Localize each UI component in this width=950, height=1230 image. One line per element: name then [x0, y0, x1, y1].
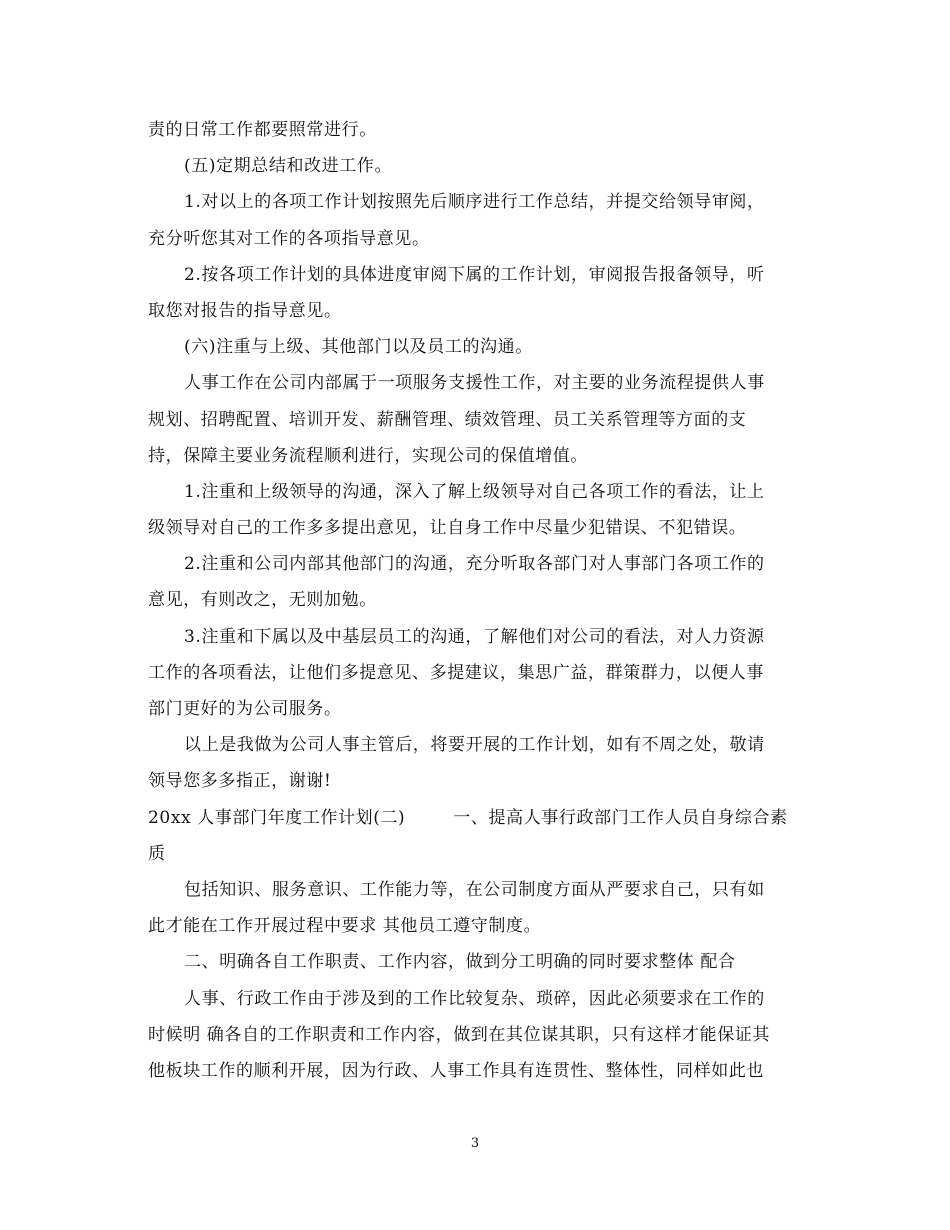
text-line: 二、明确各自工作职责、工作内容，做到分工明确的同时要求整体 配合 — [184, 952, 736, 973]
text-line: 1.注重和上级领导的沟通，深入了解上级领导对自己各项工作的看法，让上 — [184, 481, 765, 502]
text-line: 工作的各项看法，让他们多提意见、多提建议，集思广益，群策群力，以便人事 — [148, 662, 764, 683]
document-body — [148, 112, 808, 1089]
text-line: 人事、行政工作由于涉及到的工作比较复杂、琐碎，因此必须要求在工作的 — [184, 988, 765, 1009]
text-line: 1.对以上的各项工作计划按照先后顺序进行工作总结，并提交给领导审阅， — [184, 192, 765, 213]
text-line: 3.注重和下属以及中基层员工的沟通，了解他们对公司的看法，对人力资源 — [184, 626, 765, 647]
page-number: 3 — [470, 1136, 480, 1151]
text-line: 充分听您其对工作的各项指导意见。 — [148, 228, 430, 249]
text-line: 规划、招聘配置、培训开发、薪酬管理、绩效管理、员工关系管理等方面的支 — [148, 409, 747, 430]
text-line: 质 — [148, 843, 166, 864]
text-line: 责的日常工作都要照常进行。 — [148, 120, 377, 140]
text-line: 20xx 人事部门年度工作计划(二) 一、提高人事行政部门工作人员自身综合素 — [148, 807, 788, 828]
text-line: 以上是我做为公司人事主管后，将要开展的工作计划，如有不周之处，敬请 — [184, 735, 765, 756]
text-line: (五)定期总结和改进工作。 — [184, 156, 393, 177]
text-line: 持，保障主要业务流程顺利进行，实现公司的保值增值。 — [148, 445, 588, 466]
text-line: 他板块工作的顺利开展，因为行政、人事工作具有连贯性、整体性，同样如此也 — [148, 1060, 764, 1081]
text-line: 人事工作在公司内部属于一项服务支援性工作，对主要的业务流程提供人事 — [184, 373, 765, 394]
text-line: 领导您多多指正，谢谢! — [148, 771, 332, 792]
text-line: (六)注重与上级、其他部门以及员工的沟通。 — [184, 337, 533, 358]
text-line: 时候明 确各自的工作职责和工作内容，做到在其位谋其职，只有这样才能保证其 — [148, 1024, 771, 1045]
text-line: 取您对报告的指导意见。 — [148, 300, 342, 321]
text-line: 级领导对自己的工作多多提出意见，让自身工作中尽量少犯错误、不犯错误。 — [148, 518, 747, 539]
text-line: 意见，有则改之，无则加勉。 — [148, 590, 377, 611]
text-line: 2.按各项工作计划的具体进度审阅下属的工作计划，审阅报告报备领导，听 — [184, 264, 765, 285]
text-line: 2.注重和公司内部其他部门的沟通，充分听取各部门对人事部门各项工作的 — [184, 554, 765, 575]
text-line: 此才能在工作开展过程中要求 其他员工遵守制度。 — [148, 916, 542, 937]
text-line: 包括知识、服务意识、工作能力等，在公司制度方面从严要求自己，只有如 — [184, 879, 765, 900]
text-line: 部门更好的为公司服务。 — [148, 699, 342, 719]
